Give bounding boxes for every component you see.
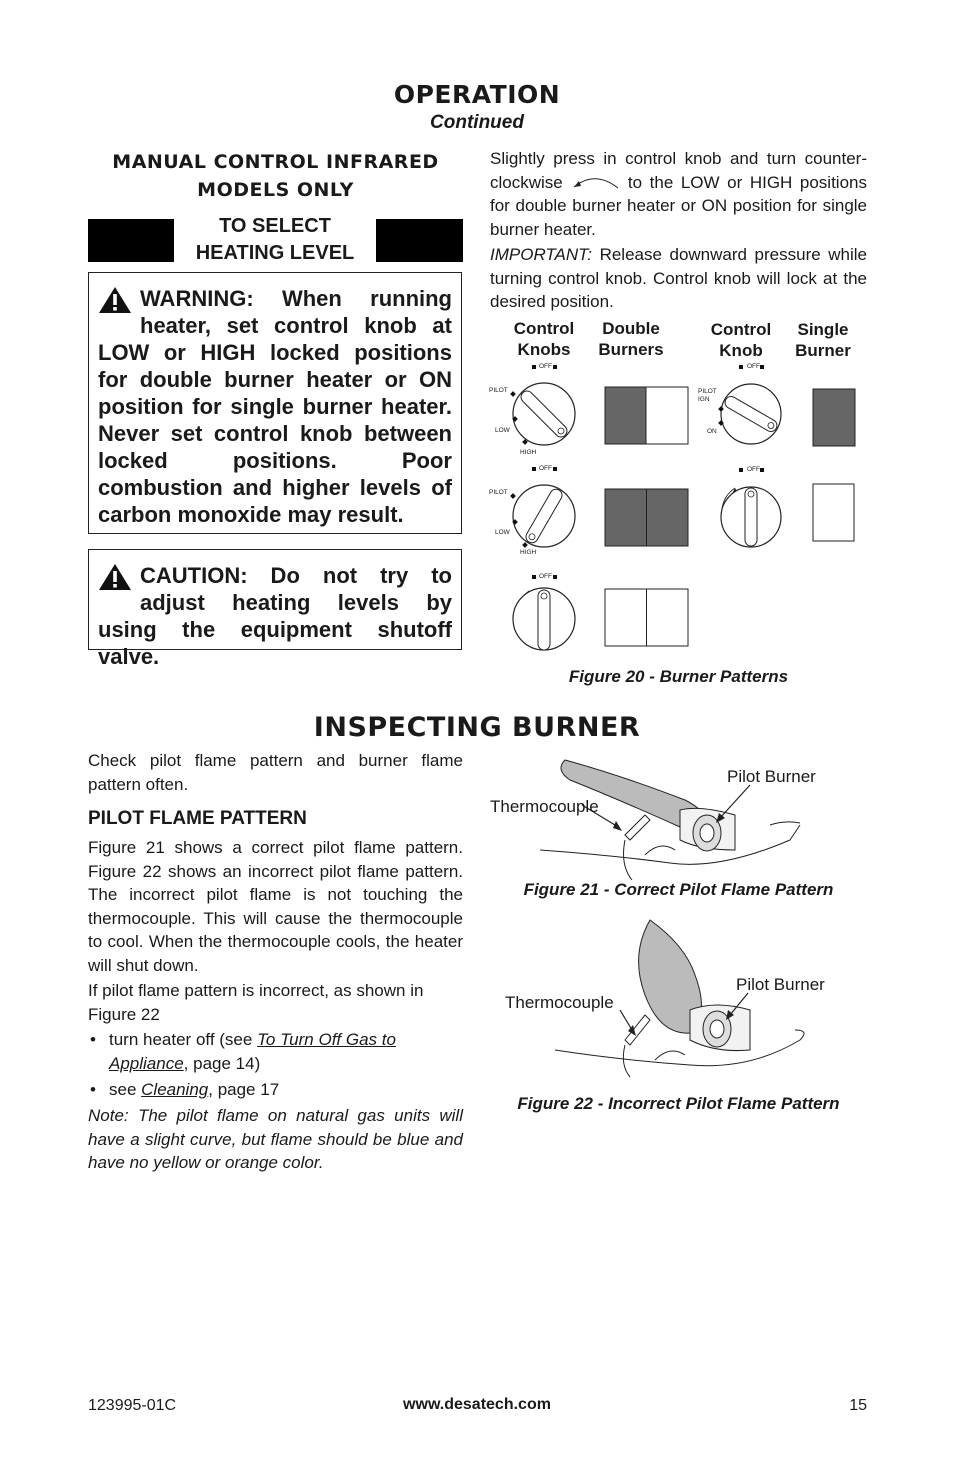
manual-control-heading: MANUAL CONTROL INFRARED MODELS ONLY: [112, 151, 439, 201]
instruction-paragraph: Slightly press in control knob and turn counter-clockwise to the LOW or HIGH positions for double burner heater or ON position for single burner heater.: [490, 149, 867, 239]
col-header-double-burners: Double Burners: [598, 319, 664, 359]
col-header-control-knob: Control Knob: [710, 320, 772, 360]
figure-20-caption: Figure 20 - Burner Patterns: [568, 667, 789, 686]
knob-label-pilot-ign: PILOT IGN: [698, 388, 717, 403]
inspecting-intro: Check pilot flame pattern and burner flame pattern often.: [88, 751, 463, 794]
important-paragraph: IMPORTANT: Release downward pressure while turning control knob. Control knob will lock at the desired position.: [490, 245, 867, 311]
cleaning-link[interactable]: Cleaning: [141, 1080, 209, 1099]
knob-label-pilot: PILOT: [489, 387, 508, 394]
knob-label-high: HIGH: [520, 449, 537, 456]
knob-label-low: LOW: [495, 427, 510, 434]
pilot-flame-paragraph: Figure 21 shows a correct pilot flame pattern. Figure 22 shows an incorrect pilot flame pattern. The incorrect pilot flame is not touching the thermocouple. This will cause the thermocouple to cool. When the thermocouple cools, the heater will shut down.: [88, 838, 463, 975]
knob-label-high: HIGH: [520, 549, 537, 556]
double-burner-pattern-off: [605, 589, 688, 646]
knob-label-off: OFF: [539, 465, 552, 472]
col-header-control-knobs: Control Knobs: [513, 319, 575, 359]
knob-label-off: OFF: [539, 573, 552, 580]
list-item: • see Cleaning, page 17: [88, 1078, 463, 1102]
control-knob-single-off: [721, 487, 781, 547]
burner-patterns-figure: [487, 360, 867, 660]
inspecting-burner-title: INSPECTING BURNER: [313, 712, 641, 743]
fig21-thermocouple-label: Thermocouple: [490, 797, 599, 816]
single-burner-pattern-on: [813, 389, 855, 446]
fig22-pilot-burner-label: Pilot Burner: [736, 975, 825, 994]
incorrect-pattern-paragraph: If pilot flame pattern is incorrect, as shown in Figure 22: [88, 981, 424, 1024]
page-number: 15: [849, 1397, 867, 1414]
control-knob-off: [513, 588, 575, 650]
black-bar-left: [88, 219, 174, 262]
control-knob-high: [513, 383, 575, 445]
control-knob-on: [721, 384, 781, 444]
counterclockwise-arrow-icon: [570, 176, 620, 190]
col-header-single-burner: Single Burner: [795, 320, 851, 360]
figure-21-caption: Figure 21 - Correct Pilot Flame Pattern: [523, 880, 834, 899]
fig22-thermocouple-label: Thermocouple: [505, 993, 614, 1012]
knob-label-low: LOW: [495, 529, 510, 536]
knob-label-on: ON: [707, 428, 717, 435]
turn-off-gas-link[interactable]: To Turn Off Gas to Appliance: [109, 1030, 396, 1073]
select-heating-level-heading: TO SELECT HEATING LEVEL: [195, 215, 355, 264]
warning-box: [88, 272, 462, 534]
knob-label-off: OFF: [747, 363, 760, 370]
double-burner-pattern-low: [605, 489, 688, 546]
black-bar-right: [376, 219, 463, 262]
caution-box: [88, 549, 462, 669]
knob-label-off: OFF: [747, 466, 760, 473]
knob-label-pilot: PILOT: [489, 489, 508, 496]
warning-triangle-icon: [98, 563, 132, 591]
page-subtitle: Continued: [430, 112, 524, 133]
list-item: • turn heater off (see To Turn Off Gas to Appliance, page 14): [88, 1028, 463, 1075]
fig21-pilot-burner-label: Pilot Burner: [727, 767, 816, 786]
warning-text: WARNING: When running heater, set control knob at LOW or HIGH locked positions for double burner heater or ON position for single burner heater. Never set control knob between locked positions. Poor combustion and higher levels of carbon monoxide may result.: [98, 286, 452, 527]
warning-triangle-icon: [98, 286, 132, 314]
action-list: [88, 1028, 463, 1102]
pilot-flame-pattern-heading: PILOT FLAME PATTERN: [88, 808, 307, 829]
knob-label-off: OFF: [539, 363, 552, 370]
double-burner-pattern-high: [605, 387, 688, 444]
control-knob-low: [513, 485, 575, 547]
page-title: OPERATION: [393, 80, 561, 109]
single-burner-pattern-off: [813, 484, 854, 541]
part-number: 123995-01C: [88, 1397, 177, 1414]
natural-gas-note: Note: The pilot flame on natural gas units will have a slight curve, but flame should be blue and have no yellow or orange color.: [88, 1106, 463, 1172]
figure-22-caption: Figure 22 - Incorrect Pilot Flame Pattern: [517, 1094, 840, 1113]
caution-text: CAUTION: Do not try to adjust heating levels by using the equipment shutoff valve.: [98, 563, 452, 669]
website-link[interactable]: www.desatech.com: [403, 1396, 551, 1413]
